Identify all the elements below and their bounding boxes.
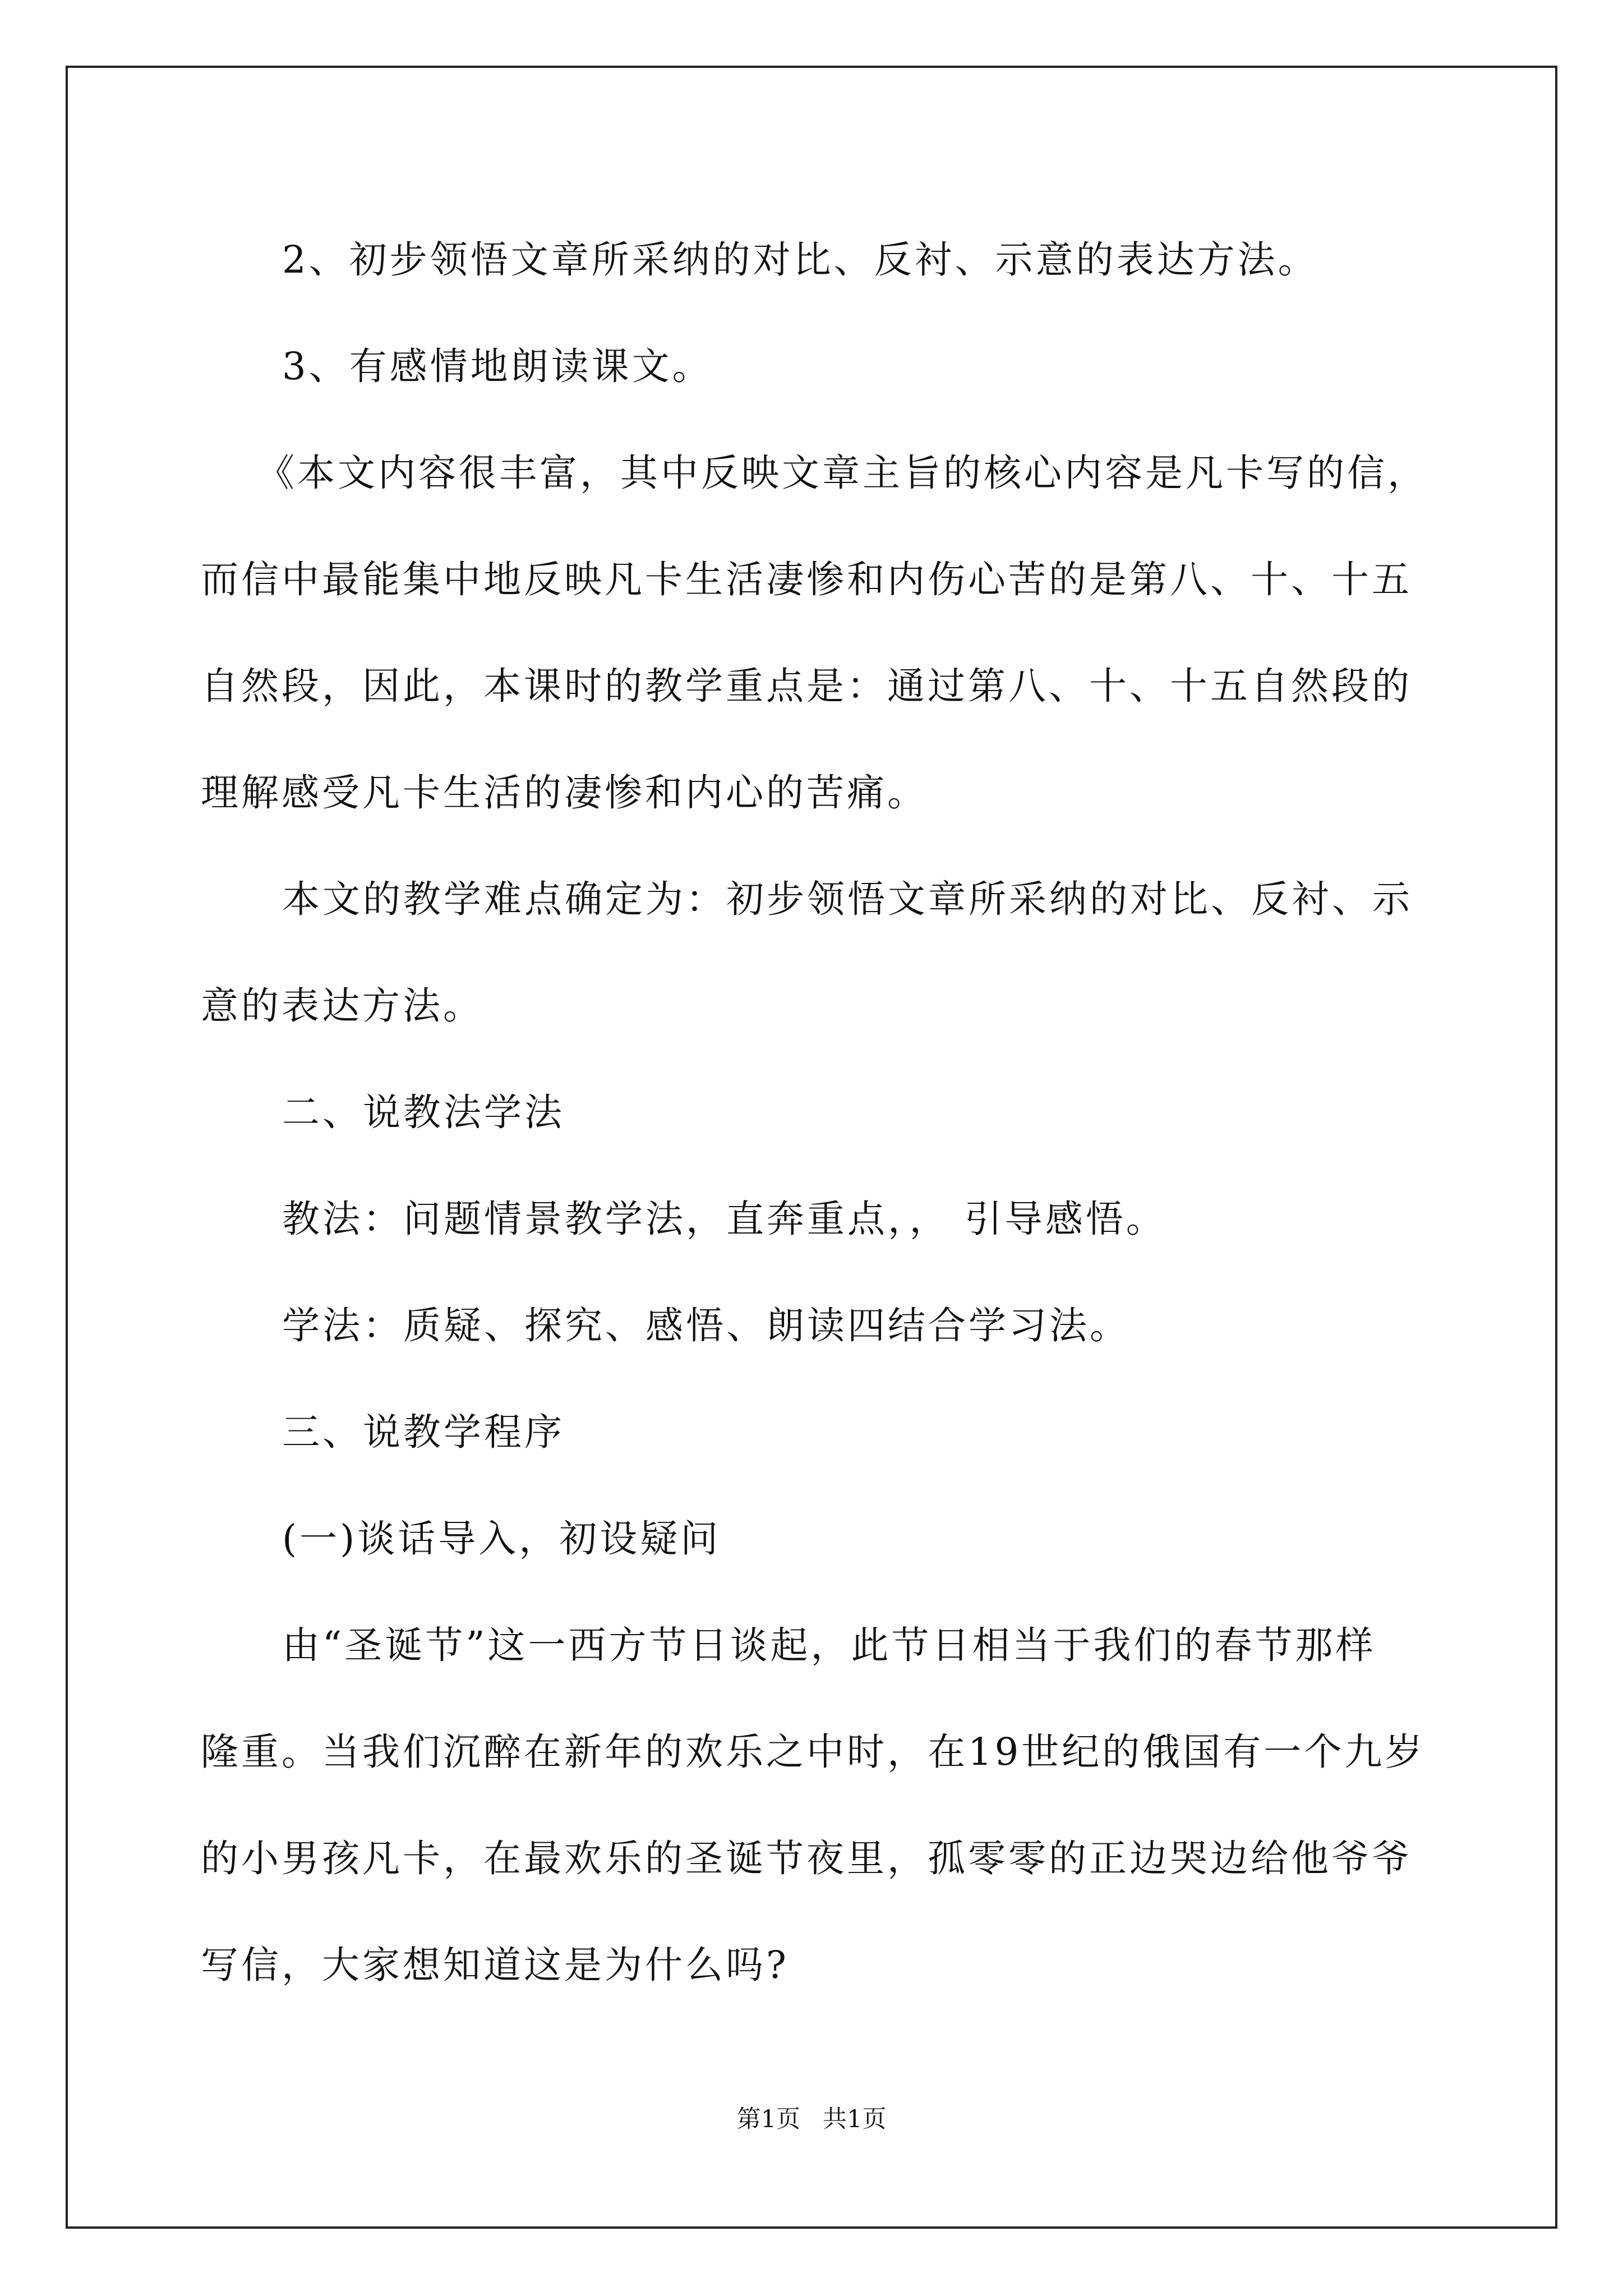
objective-2-line: 2、初步领悟文章所采纳的对比、反衬、示意的表达方法。: [282, 238, 1318, 282]
difficulty-line-1: 本文的教学难点确定为：初步领悟文章所采纳的对比、反衬、示: [282, 877, 1413, 921]
section-heading-procedure: 三、说教学程序: [282, 1410, 565, 1454]
document-body: [201, 206, 1435, 2018]
key-point-line-3: 自然段，因此，本课时的教学重点是：通过第八、十、十五自然段的: [201, 664, 1412, 708]
key-point-line-2: 而信中最能集中地反映凡卡生活凄惨和内伤心苦的是第八、十、十五: [201, 558, 1412, 601]
intro-line-3: 的小男孩凡卡，在最欢乐的圣诞节夜里，孤零零的正边哭边给他爷爷: [201, 1837, 1412, 1880]
intro-line-2: 隆重。当我们沉醉在新年的欢乐之中时，在19世纪的俄国有一个九岁: [201, 1730, 1426, 1774]
page-number: 第1页: [736, 2105, 800, 2133]
subsection-heading-intro: (一)谈话导入，初设疑问: [282, 1517, 721, 1561]
page-footer: [0, 2102, 1623, 2136]
learning-method-line: 学法：质疑、探究、感悟、朗读四结合学习法。: [282, 1304, 1130, 1347]
difficulty-line-2: 意的表达方法。: [201, 984, 483, 1028]
key-point-line-4: 理解感受凡卡生活的凄惨和内心的苦痛。: [201, 771, 928, 815]
intro-line-4: 写信，大家想知道这是为什么吗?: [201, 1943, 789, 1987]
page-total: 共1页: [823, 2105, 887, 2133]
section-heading-methods: 二、说教法学法: [282, 1091, 565, 1134]
intro-line-1: 由“圣诞节”这一西方节日谈起，此节日相当于我们的春节那样: [282, 1623, 1376, 1667]
teaching-method-line: 教法：问题情景教学法，直奔重点，， 引导感悟。: [282, 1197, 1166, 1241]
key-point-line-1: 《本文内容很丰富，其中反映文章主旨的核心内容是凡卡写的信，: [257, 451, 1428, 495]
objective-3-line: 3、有感情地朗读课文。: [282, 344, 713, 388]
